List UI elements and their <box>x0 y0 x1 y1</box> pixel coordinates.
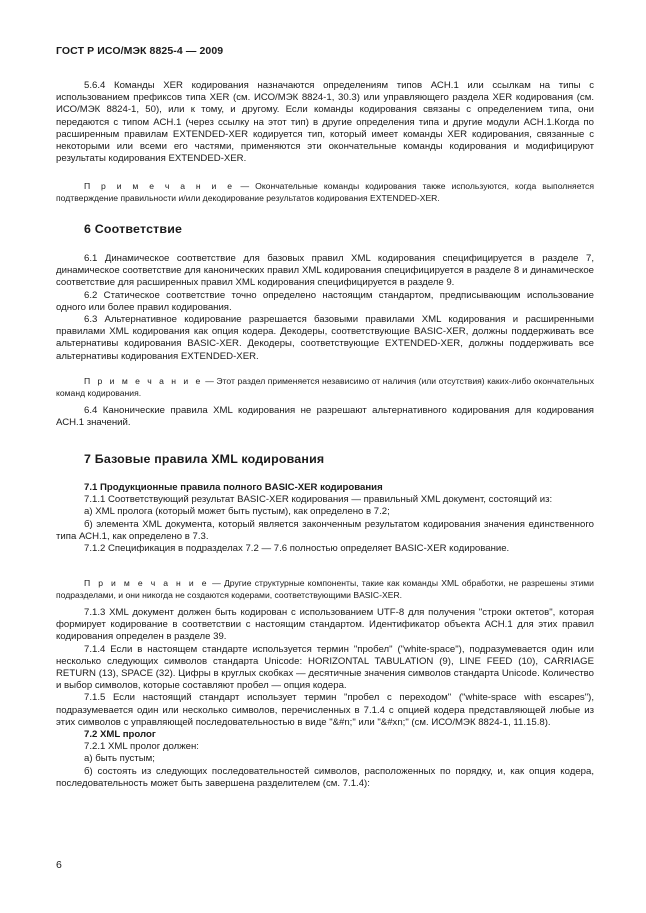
list-item-c: а) быть пустым; <box>84 753 155 765</box>
document-header: ГОСТ Р ИСО/МЭК 8825-4 — 2009 <box>56 45 224 57</box>
paragraph-7-1-1: 7.1.1 Соответствующий результат BASIC-XER кодирования — правильный XML документ, состоящий из: <box>84 494 553 506</box>
clause-5-6-4 <box>56 80 594 165</box>
paragraph-7-1-2: 7.1.2 Спецификация в подразделах 7.2 — 7.6 полностью определяет BASIC-XER кодирование. <box>84 543 510 555</box>
list-item-b: б) элемента XML документа, который является законченным результатом кодирования значения единственного типа АСН.1, как определено в 7.3. <box>56 518 594 542</box>
section-6-body <box>56 253 594 363</box>
section-7-1-rest <box>56 607 594 790</box>
paragraph-7-1-4: 7.1.4 Если в настоящем стандарте используется термин "пробел" ("white-space"), подразумевается один или несколько следующих символов стандарта Unicode: HORIZONTAL TABULATION (9), LINE FEED (10), CARRIAGE RETURN (13), SPACE (32). Цифры в круглых скобках — десятичные значения символов стандарта Unicode. Количество и выбор символов, которые составляют пробел — опция кодера. <box>56 643 594 692</box>
paragraph-6-3: 6.3 Альтернативное кодирование разрешается базовыми правилами XML кодирования и расширенными правилами XML кодирования как опция кодера. Декодеры, соответствующие BASIC-XER, должны поддерживать все альтернативы кодирования BASIC-XER. Декодеры, соответствующие EXTENDED-XER, должны поддерживать все альтернативы кодирования EXTENDED-XER. <box>56 314 594 362</box>
clause-6-4 <box>56 405 594 429</box>
note-label: П р и м е ч а н и е <box>84 181 235 191</box>
page-number: 6 <box>56 859 62 871</box>
note-paragraph <box>56 578 594 601</box>
note-5-6-4 <box>56 181 594 204</box>
note-label: П р и м е ч а н и е <box>84 376 203 386</box>
subsection-7-1-title: 7.1 Продукционные правила полного BASIC-XER кодирования <box>84 482 383 493</box>
paragraph-7-2-1: 7.2.1 XML пролог должен: <box>84 741 199 753</box>
paragraph-5-6-4: 5.6.4 Команды XER кодирования назначаются определениям типов АСН.1 или ссылкам на типы с использованием префиксов типа XER (см. ИСО/МЭК 8824-1, 30.3) или управляющего раздела XER кодирования (см. ИСО/МЭК 8824-1, 50), или к тому, и другому. Если команды кодирования связаны с определением типа, они передаются с типом АСН.1 (через ссылку на этот тип) в другие определения типа и другие модули АСН.1.Когда по расширенным правилам EXTENDED-XER кодируется тип, который имеет команды XER кодирования, связанные с некоторыми или всеми его частями, применяются эти окончательные команды кодирования и модифицируют результаты кодирования EXTENDED-XER. <box>56 80 594 165</box>
note-paragraph <box>56 376 594 399</box>
paragraph-7-1-3: 7.1.3 XML документ должен быть кодирован с использованием UTF-8 для получения "строки октетов", которая формирует кодирование в соответствии с настоящим стандартом. Идентификатор объекта АСН.1 для этих правил кодирования определен в разделе 39. <box>56 607 594 643</box>
note-6-3 <box>56 376 594 399</box>
note-text: — Другие структурные компоненты, такие как команды XML обработки, не разрешены этими подразделами, и они никогда не создаются кодерами, соответствующими BASIC-XER. <box>56 578 594 600</box>
paragraph-7-1-5: 7.1.5 Если настоящий стандарт использует термин "пробел с переходом" ("white-space with escapes"), подразумевается один или несколько символов, перечисленных в 7.1.4 с опцией кодера представляющей любые из этих символов с управляющей последовательностью в виде "&#n;" или "&#xn;" (см. ИСО/МЭК 8824-1, 11.15.8). <box>56 692 594 728</box>
paragraph-6-2: 6.2 Статическое соответствие точно определено настоящим стандартом, предписывающим использование одного или более правил кодирования. <box>56 289 594 313</box>
section-6-heading: 6 Соответствие <box>84 222 183 236</box>
note-text: — Окончательные команды кодирования также используются, когда выполняется подтверждение правильности и/или декодирование результатов кодирования EXTENDED-XER. <box>56 181 594 203</box>
section-7-1 <box>56 482 594 555</box>
note-text: — Этот раздел применяется независимо от наличия (или отсутствия) каких-либо окончательных команд кодирования. <box>56 376 594 398</box>
note-paragraph <box>56 181 594 204</box>
note-label: П р и м е ч а н и е <box>84 578 209 588</box>
list-item-d: б) состоять из следующих последовательностей символов, расположенных по порядку, и, как опция кодера, последовательность может быть завершена разделителем (см. 7.1.4): <box>56 765 594 789</box>
section-7-heading: 7 Базовые правила XML кодирования <box>84 452 325 466</box>
paragraph-6-4: 6.4 Канонические правила XML кодирования не разрешают альтернативного кодирования для кодирования АСН.1 значений. <box>56 405 594 429</box>
list-item-a: а) XML пролога (который может быть пустым), как определено в 7.2; <box>84 506 390 518</box>
subsection-7-2-title: 7.2 XML пролог <box>84 729 156 741</box>
paragraph-6-1: 6.1 Динамическое соответствие для базовых правил XML кодирования специфицируется в разделе 7, динамическое соответствие для канонических правил XML кодирования специфицируется в разделе 8 и динамическое соответствие для расширенных правил XML кодирования специфицируется в разделе 9. <box>56 253 594 289</box>
note-7-1-2 <box>56 578 594 601</box>
